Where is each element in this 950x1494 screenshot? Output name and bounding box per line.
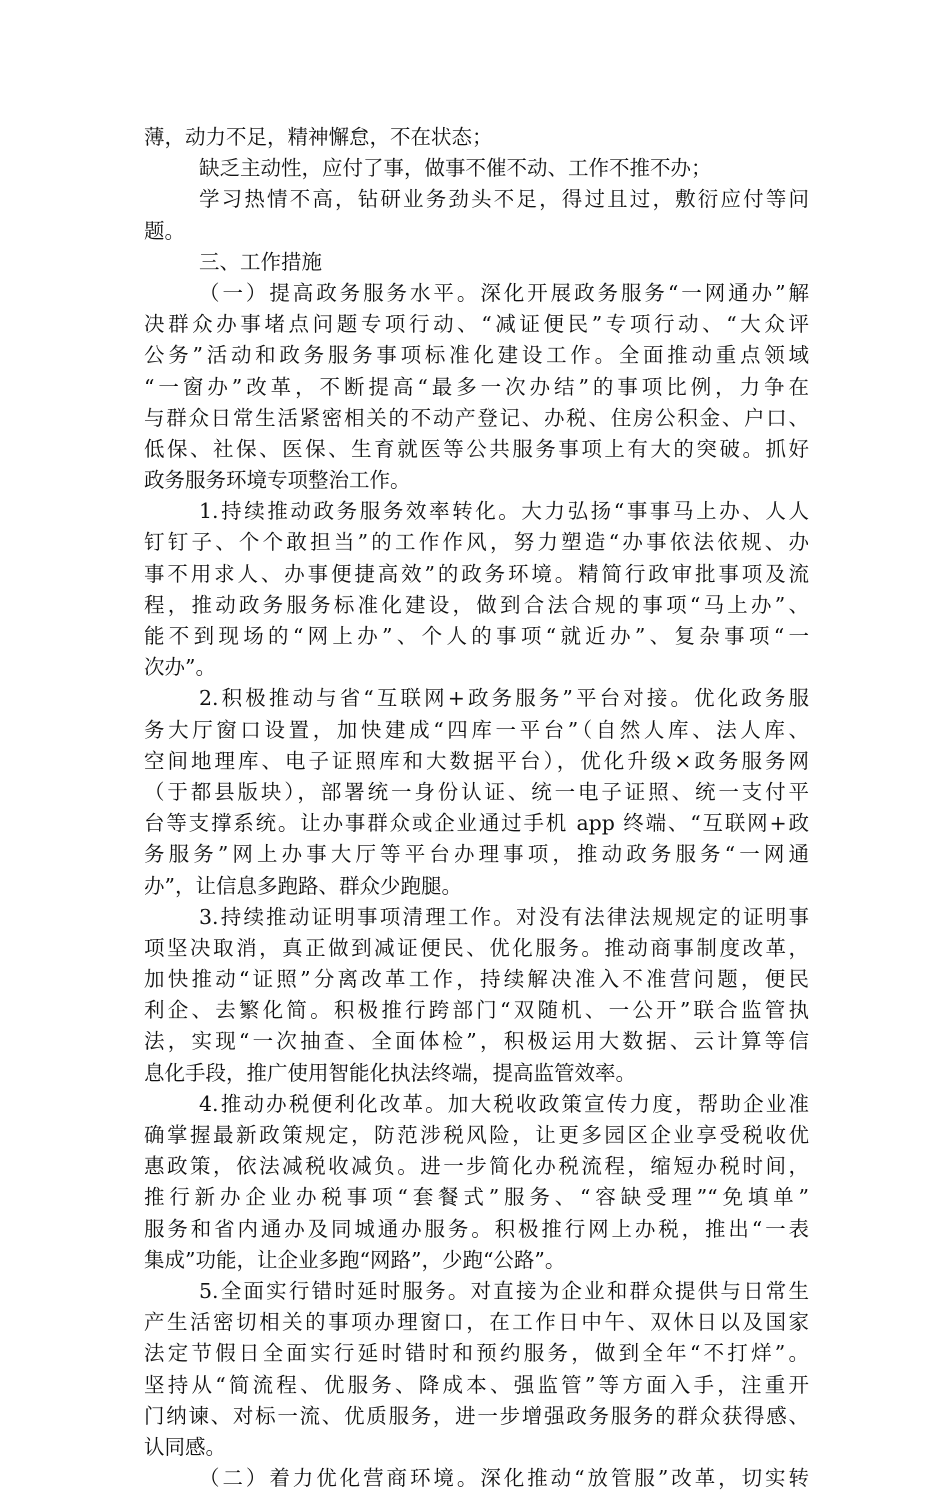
text-line: 利企、去繁化简。积极推行跨部门“双随机、一公开”联合监管执 — [144, 998, 809, 1023]
section-heading: （二）着力优化营商环境。深化推动“放管服”改革，切实转 — [199, 1466, 809, 1491]
text-line: 坚持从“简流程、优服务、降成本、强监管”等方面入手，注重开 — [144, 1372, 809, 1397]
text-line: 认同感。 — [144, 1434, 226, 1459]
text-line: 缺乏主动性，应付了事，做事不催不动、工作不推不办； — [199, 156, 712, 181]
text-line: 题。 — [144, 218, 185, 243]
text-line: 4.推动办税便利化改革。加大税收政策宣传力度，帮助企业准 — [199, 1091, 809, 1116]
section-heading: 三、工作措施 — [199, 249, 322, 274]
text-line: （于都县版块），部署统一身份认证、统一电子证照、统一支付平 — [144, 779, 809, 804]
text-line: 钉钉子、个个敢担当”的工作作风，努力塑造“办事依法依规、办 — [144, 530, 809, 555]
text-line: 法定节假日全面实行延时错时和预约服务，做到全年“不打烊”。 — [144, 1341, 809, 1366]
text-line: 门纳谏、对标一流、优质服务，进一步增强政务服务的群众获得感、 — [144, 1403, 809, 1428]
text-line: 决群众办事堵点问题专项行动、“减证便民”专项行动、“大众评 — [144, 312, 809, 337]
text-line: 项坚决取消，真正做到减证便民、优化服务。推动商事制度改革， — [144, 935, 809, 960]
text-line: 学习热情不高，钻研业务劲头不足，得过且过，敷衍应付等问 — [199, 187, 809, 212]
text-line: 与群众日常生活紧密相关的不动产登记、办税、住房公积金、户口、 — [144, 405, 809, 430]
text-line: 1.持续推动政务服务效率转化。大力弘扬“事事马上办、人人 — [199, 499, 809, 524]
text-line: （一）提高政务服务水平。深化开展政务服务“一网通办”解 — [199, 280, 809, 305]
text-line: “一窗办”改革，不断提高“最多一次办结”的事项比例，力争在 — [144, 374, 809, 399]
text-line: 政务服务环境专项整治工作。 — [144, 468, 411, 493]
text-line: 务服务”网上办事大厅等平台办理事项，推动政务服务“一网通 — [144, 842, 809, 867]
text-line: 次办”。 — [144, 655, 216, 680]
text-line: 能不到现场的“网上办”、个人的事项“就近办”、复杂事项“一 — [144, 624, 809, 648]
text-line: 服务和省内通办及同城通办服务。积极推行网上办税，推出“一表 — [144, 1216, 809, 1241]
text-line: 加快推动“证照”分离改革工作，持续解决准入不准营问题，便民 — [144, 967, 809, 992]
text-line: 集成”功能，让企业多跑“网路”，少跑“公路”。 — [144, 1247, 566, 1272]
text-line: 法，实现“一次抽查、全面体检”，积极运用大数据、云计算等信 — [144, 1029, 809, 1054]
text-line: 确掌握最新政策规定，防范涉税风险，让更多园区企业享受税收优 — [144, 1123, 809, 1147]
text-line: 空间地理库、电子证照库和大数据平台），优化升级×政务服务网 — [144, 748, 809, 773]
text-line: 产生活密切相关的事项办理窗口，在工作日中午、双休日以及国家 — [144, 1310, 809, 1335]
text-line: 务大厅窗口设置，加快建成“四库一平台”（自然人库、法人库、 — [144, 717, 809, 742]
text-line: 薄，动力不足，精神懈怠，不在状态； — [144, 125, 493, 149]
text-line: 惠政策，依法减税收减负。进一步简化办税流程，缩短办税时间， — [144, 1154, 809, 1179]
text-line: 公务”活动和政务服务事项标准化建设工作。全面推动重点领域 — [144, 343, 809, 368]
text-line: 台等支撑系统。让办事群众或企业通过手机 app 终端、“互联网+政 — [144, 811, 809, 836]
text-line: 办”，让信息多跑路、群众少跑腿。 — [144, 873, 462, 898]
text-line: 事不用求人、办事便捷高效”的政务环境。精简行政审批事项及流 — [144, 561, 809, 586]
text-line: 2.积极推动与省“互联网+政务服务”平台对接。优化政务服 — [199, 686, 809, 711]
text-line: 低保、社保、医保、生育就医等公共服务事项上有大的突破。抓好 — [144, 436, 809, 461]
text-line: 息化手段，推广使用智能化执法终端，提高监管效率。 — [144, 1060, 636, 1085]
text-line: 推行新办企业办税事项“套餐式”服务、“容缺受理”“免填单” — [144, 1185, 809, 1210]
text-line: 3.持续推动证明事项清理工作。对没有法律法规规定的证明事 — [199, 904, 809, 929]
text-line: 程，推动政务服务标准化建设，做到合法合规的事项“马上办”、 — [144, 592, 809, 617]
document-body — [144, 122, 809, 1494]
text-line: 5.全面实行错时延时服务。对直接为企业和群众提供与日常生 — [199, 1278, 809, 1303]
